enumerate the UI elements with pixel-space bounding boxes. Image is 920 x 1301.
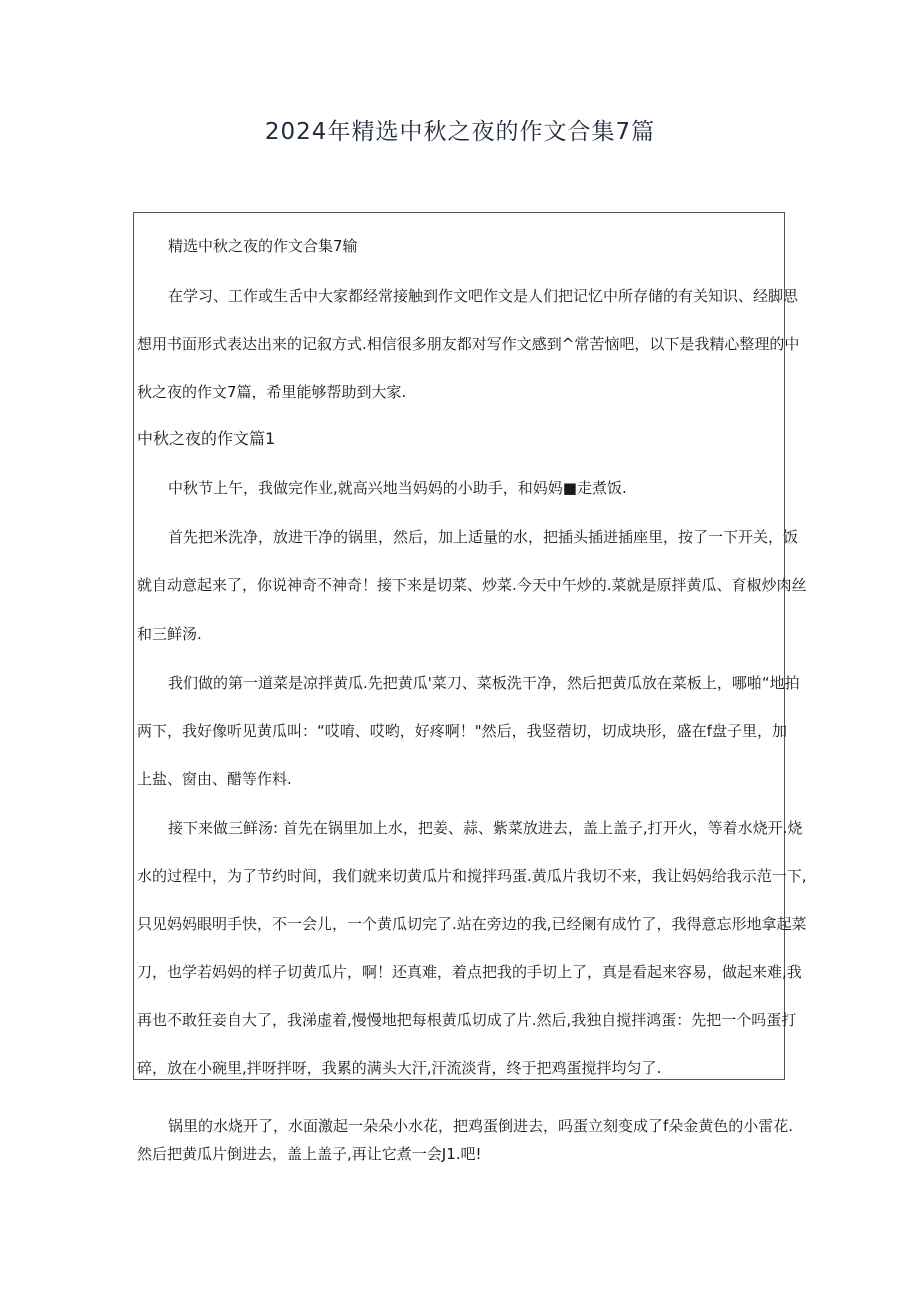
paragraph-line: 再也不敢狂妾自大了，我涕虚着,慢慢地把每根黄瓜切成了片.然后,我独自搅拌鸿蛋：先把一个吗蛋打 <box>137 1011 797 1029</box>
intro-line: 在学习、工作或生舌中大家都经常接触到作文吧作文是人们把记忆中所存储的有关知识、经脚思 <box>168 287 799 305</box>
paragraph-line: 刀，也学若妈妈的样子切黄瓜片，啊！还真难，着点把我的手切上了，真是看起来容易，做起来难,我 <box>137 963 802 981</box>
intro-heading: 精选中秋之夜的作文合集7输 <box>168 237 358 255</box>
page-title: 2024年精选中秋之夜的作文合集7篇 <box>264 119 656 145</box>
paragraph-line: 上盐、窗由、醋等作料. <box>137 770 292 788</box>
paragraph-line: 只见妈妈眼明手快，不一会儿，一个黄瓜切完了.站在旁边的我,已经阑有成竹了，我得意忘形地拿起菜 <box>137 915 807 933</box>
paragraph-line: 碎，放在小碗里,拌呀拌呀，我累的满头大汗,汗流淡背，终于把鸡蛋搅拌均匀了. <box>137 1059 662 1077</box>
paragraph-line: 水的过程中，为了节约时间，我们就来切黄瓜片和搅拌玛蛋.黄瓜片我切不来，我让妈妈给我示范一下, <box>137 867 807 885</box>
paragraph-line: 接下来做三鲜汤: 首先在锅里加上水，把姜、蒜、紫菜放进去，盖上盖子,打开火，等着水烧开.烧 <box>168 819 803 837</box>
intro-line: 秋之夜的作文7篇，希里能够帮助到大家. <box>137 383 407 401</box>
paragraph-line: 中秋节上午，我做完作业,就高兴地当妈妈的小助手，和妈妈■走煮饭. <box>168 479 627 497</box>
paragraph-line: 然后把黄瓜片倒进去，盖上盖子,再让它煮一会J1.吧! <box>137 1145 482 1163</box>
intro-line: 想用书面形式表达出来的记叙方式.相信很多朋友都对写作文感到^常苦恼吧，以下是我精心整理的中 <box>137 335 800 353</box>
paragraph-line: 锅里的水烧开了，水面激起一朵朵小水花，把鸡蛋倒进去，吗蛋立刻变成了f朵金黄色的小雷花. <box>168 1117 794 1135</box>
essay-heading: 中秋之夜的作文篇1 <box>137 429 276 448</box>
paragraph-line: 两下，我好像听见黄瓜叫：“哎唷、哎哟，好疼啊！"然后，我竖蓿切，切成块形，盛在f盘子里，加 <box>137 722 787 740</box>
paragraph-line: 首先把米洗净，放进干净的锅里，然后，加上适量的水，把插头插迸插座里，按了一下开关，饭 <box>168 528 799 546</box>
paragraph-line: 和三鲜汤. <box>137 625 202 643</box>
paragraph-line: 就自动意起来了，你说神奇不神奇！接下来是切菜、炒菜.今天中午炒的.菜就是原拌黄瓜、育椒炒肉丝 <box>137 576 807 594</box>
paragraph-line: 我们做的第一道菜是凉拌黄瓜.先把黄瓜'菜刀、菜板洗干净，然后把黄瓜放在菜板上，哪啪“地拍 <box>168 674 800 692</box>
